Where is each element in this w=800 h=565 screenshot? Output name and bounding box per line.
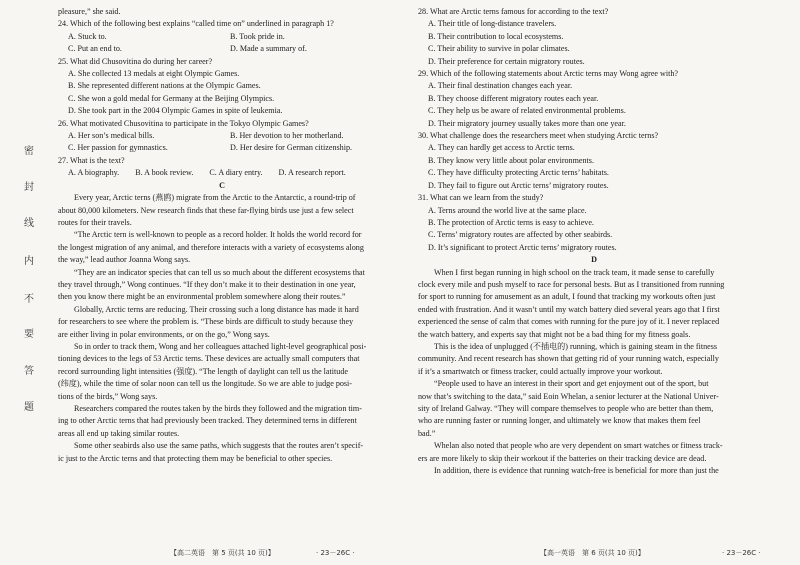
paragraph-line: record surrounding light intensities (强度). “The length of daylight can tell us the latitude — [58, 366, 348, 376]
option-text: C. They have difficulty protecting Arctic terns’ habitats. — [428, 168, 609, 178]
section-heading: D — [591, 255, 597, 265]
option-row — [58, 142, 386, 154]
paragraph-line: sity of Ireland Galway. “They will compare themselves to people who are better than them, — [418, 404, 714, 413]
paragraph-line: Whelan also noted that people who are very dependent on smart watches or fitness track- — [434, 441, 723, 451]
paragraph-line: “The Arctic tern is well-known to people as a record holder. It holds the world record for — [74, 230, 362, 240]
paragraph-line: routes for their travels. — [58, 217, 132, 227]
paragraph-line: Globally, Arctic terns are reducing. Their crossing such a long distance has made it hard — [74, 304, 359, 314]
paragraph-line: community. And recent research has shown that getting rid of your running watch, especially — [418, 354, 719, 364]
paragraph-line: are either living in polar environments, or on the go,” Wong says. — [58, 329, 270, 339]
paragraph-line: experienced the sense of calm that comes with running for the pure joy of it. I never replaced — [418, 317, 720, 327]
option-text: C. Her passion for gymnastics. — [68, 143, 168, 153]
option-row — [58, 167, 386, 179]
option-text: C. A diary entry. — [209, 168, 263, 178]
paragraph-line: Every year, Arctic terns (燕鸥) migrate from the Arctic to the Antarctic, a round-trip of — [74, 193, 356, 203]
option-text: B. They choose different migratory routes each year. — [428, 93, 599, 103]
paragraph-line: “People used to have an interest in their sport and get enjoyment out of the sport, but — [434, 379, 709, 389]
option-text: B. The protection of Arctic terns is easy to achieve. — [428, 217, 594, 227]
option-text: D. Her desire for German citizenship. — [230, 143, 353, 153]
option-text: B. A book review. — [135, 168, 194, 178]
question-text: 25. What did Chusovitina do during her career? — [58, 56, 213, 66]
paragraph-line: bad.” — [418, 428, 436, 438]
margin-character: 答 — [24, 366, 34, 377]
paragraph-line: the longest migration of any animal, and therefore interacts with a variety of ecosystems along — [58, 242, 364, 252]
paragraph-line: This is the idea of unplugged (不插电的) running, which is gaining steam in the fitness — [434, 341, 718, 351]
paragraph-line: for sport to running for amusement as an adult, I found that tracking my workouts often just — [418, 292, 716, 302]
paragraph-line: ic just to the Arctic terns and that protecting them may be beneficial to other species. — [58, 453, 333, 463]
option-text: C. Put an end to. — [68, 44, 122, 54]
question-text: 30. What challenge does the researchers meet when studying Arctic terns? — [418, 131, 659, 141]
question-text: 26. What motivated Chusovitina to participate in the Tokyo Olympic Games? — [58, 118, 309, 128]
option-text: D. Made a summary of. — [230, 44, 307, 54]
left-column — [58, 6, 386, 465]
paragraph-line: now that’s switching to the data,” said Eoin Whelan, a senior lecturer at the National Univer- — [418, 391, 719, 401]
margin-character: 密 — [24, 146, 34, 157]
margin-character: 题 — [24, 402, 34, 413]
option-text: A. Her son’s medical bills. — [68, 131, 155, 141]
option-text: B. Her devotion to her motherland. — [230, 131, 344, 141]
paragraph-line: Some other seabirds also use the same paths, which suggests that the routes aren’t specif- — [74, 441, 364, 451]
margin-character: 内 — [24, 256, 34, 267]
option-text: A. She collected 13 medals at eight Olympic Games. — [68, 69, 240, 79]
option-text: A. Their title of long-distance travelers. — [428, 19, 557, 29]
left-page-number: 【高二英语 第 5 页(共 10 页)】 — [170, 549, 275, 557]
question-text: 31. What can we learn from the study? — [418, 193, 544, 203]
option-text: D. Their migratory journey usually takes more than one year. — [428, 118, 626, 128]
option-text: B. She represented different nations at the Olympic Games. — [68, 81, 261, 91]
option-text: B. Their contribution to local ecosystems. — [428, 31, 564, 41]
right-page-number: 【高一英语 第 6 页(共 10 页)】 — [540, 549, 645, 557]
option-text: A. A biography. — [68, 168, 120, 178]
paragraph-line: ers are more likely to skip their workout if the batteries on their tracking device are dead. — [418, 453, 707, 463]
paragraph-line: for researchers to see where the problem is. “These birds are difficult to study because they — [58, 317, 354, 327]
paragraph-line: who are running faster or running longer, and ultimately we know that makes them feel — [418, 416, 701, 426]
option-text: C. Terns’ migratory routes are affected by other seabirds. — [428, 230, 613, 240]
paragraph-line: if it’s a smartwatch or fitness tracker, could actually improve your workout. — [418, 366, 663, 376]
right-column — [418, 6, 770, 477]
option-text: C. Their ability to survive in polar climates. — [428, 44, 570, 54]
paragraph-line: clock every mile and push myself to race for personal bests. But as I transitioned from running — [418, 279, 725, 289]
paragraph-line: (纬度), while the time of solar noon can tell us the longitude. So we are able to judge posi- — [58, 379, 353, 389]
margin-character: 封 — [24, 182, 34, 193]
question-text: 29. Which of the following statements about Arctic terns may Wong agree with? — [418, 69, 679, 79]
option-text: A. Stuck to. — [68, 31, 107, 41]
paragraph-line: ing to other Arctic terns that had previously been tracked. They determined terns in different — [58, 416, 357, 426]
paragraph-line: they travel through,” Wong continues. “If they don’t make it to their destination in one year, — [58, 279, 356, 289]
paragraph-line: In addition, there is evidence that running watch-free is beneficial for more than just the — [434, 466, 719, 476]
paragraph-line: areas all end up taking similar routes. — [58, 428, 180, 438]
option-text: D. Their preference for certain migratory routes. — [428, 56, 585, 66]
option-text: B. Took pride in. — [230, 31, 285, 41]
right-paper-code: · 23－26C · — [722, 549, 761, 557]
margin-character: 要 — [24, 329, 34, 340]
paragraph-line: When I first began running in high school on the track team, it made sense to carefully — [434, 267, 715, 277]
left-paper-code: · 23－26C · — [316, 549, 355, 557]
paragraph-line: about 80,000 kilometers. New research finds that these far-flying birds use just a few select — [58, 205, 354, 215]
option-row — [58, 130, 386, 142]
question-text: 28. What are Arctic terns famous for according to the text? — [418, 7, 609, 16]
option-text: A. Their final destination changes each year. — [428, 81, 573, 91]
paragraph-line: “They are an indicator species that can tell us so much about the different ecosystems that — [74, 267, 365, 277]
question-text: 24. Which of the following best explains “called time on” underlined in paragraph 1? — [58, 19, 334, 29]
paragraph-line: ended with frustration. And it wasn’t until my watch battery died several years ago that I first — [418, 304, 720, 314]
paragraph-line: tioning devices to the legs of 53 Arctic terns. These devices are actually small computers that — [58, 354, 360, 364]
option-text: C. They help us be aware of related environmental problems. — [428, 106, 626, 116]
option-text: A. Terns around the world live at the same place. — [428, 205, 587, 215]
paragraph-line: pleasure,” she said. — [58, 7, 121, 16]
option-text: D. A research report. — [278, 168, 346, 178]
option-text: D. She took part in the 2004 Olympic Games in spite of leukemia. — [68, 106, 283, 116]
margin-character: 线 — [24, 218, 34, 229]
paragraph-line: Researchers compared the routes taken by the birds they followed and the migration tim- — [74, 404, 362, 413]
option-text: C. She won a gold medal for Germany at the Beijing Olympics. — [68, 93, 275, 103]
option-row — [58, 31, 386, 43]
paragraph-line: then you know there might be an environmental problem somewhere along their routes.” — [58, 292, 346, 302]
paragraph-line: the way,” lead author Joanna Wong says. — [58, 255, 191, 265]
section-heading: C — [219, 180, 225, 190]
margin-character: 不 — [24, 294, 34, 305]
option-text: D. It’s significant to protect Arctic terns’ migratory routes. — [428, 242, 617, 252]
option-text: D. They fail to figure out Arctic terns’ migratory routes. — [428, 180, 609, 190]
paragraph-line: the watch battery, and experts say that might not be a bad thing for my fitness goals. — [418, 329, 691, 339]
question-text: 27. What is the text? — [58, 155, 125, 165]
option-row — [58, 43, 386, 55]
paragraph-line: tions of the birds,” Wong says. — [58, 391, 158, 401]
option-text: A. They can hardly get access to Arctic terns. — [428, 143, 575, 153]
binding-margin — [0, 0, 48, 565]
option-text: B. They know very little about polar environments. — [428, 155, 594, 165]
paragraph-line: So in order to track them, Wong and her colleagues attached light-level geographical posi- — [74, 341, 367, 351]
